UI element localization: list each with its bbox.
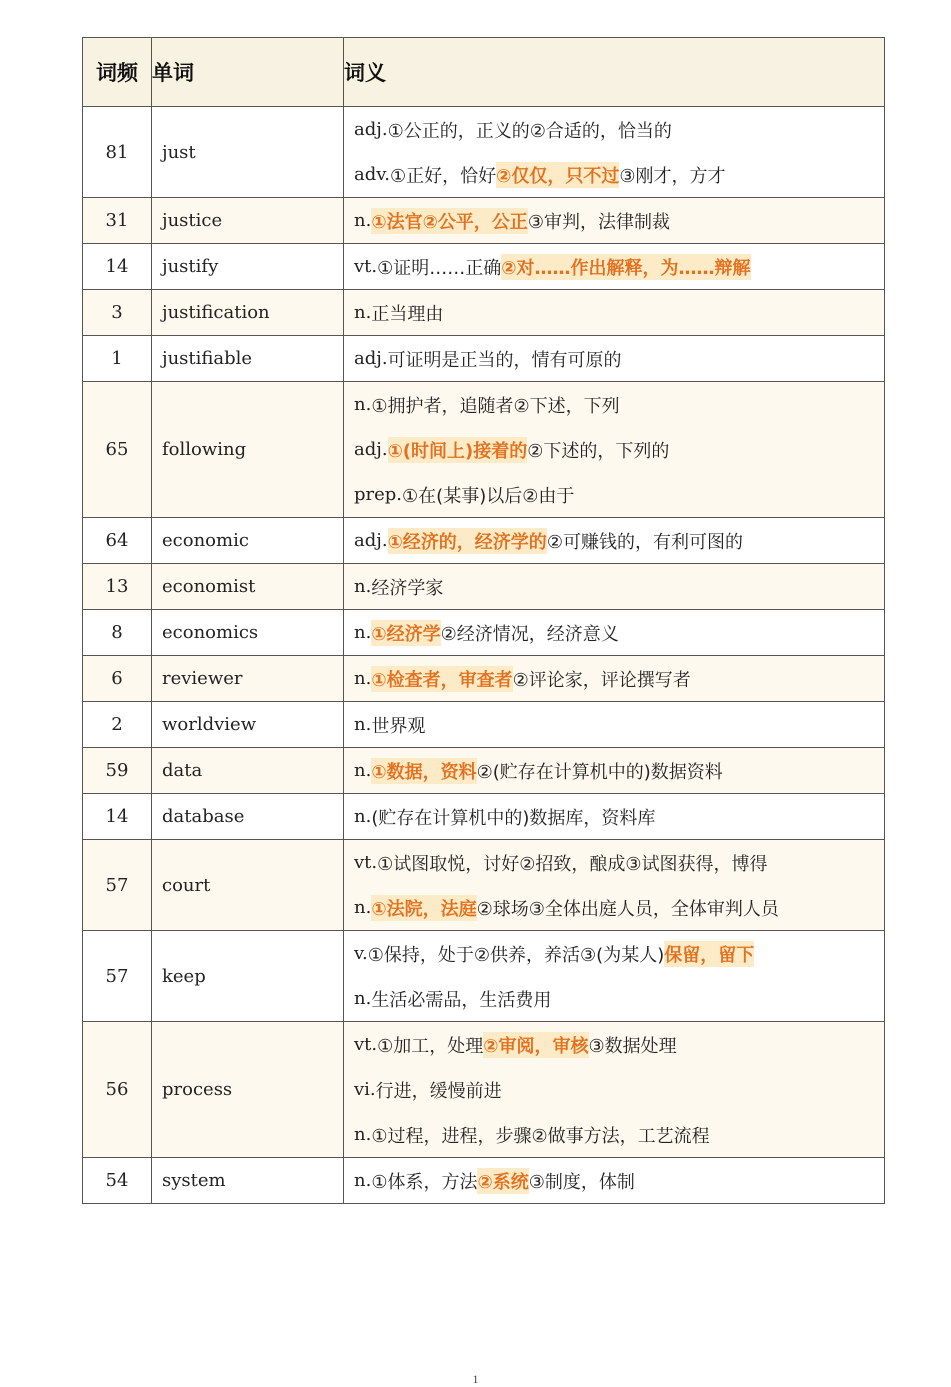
frequency-cell: 6	[83, 656, 152, 702]
meaning-text: 行进，缓慢前进	[375, 1080, 502, 1102]
meaning-cell	[344, 382, 885, 518]
part-of-speech: n.	[354, 576, 372, 597]
frequency-cell: 1	[83, 336, 152, 382]
highlighted-meaning: ①经济学	[371, 620, 440, 646]
table-row	[83, 610, 885, 656]
part-of-speech: n.	[354, 988, 372, 1009]
highlighted-meaning: ①法官②公平，公正	[371, 208, 527, 234]
table-header-row	[83, 38, 885, 107]
highlighted-meaning: ①法院，法庭	[371, 895, 476, 921]
word-cell: following	[152, 382, 344, 518]
part-of-speech: vt.	[354, 1034, 378, 1055]
meaning-text: 经济学家	[371, 577, 444, 599]
part-of-speech: n.	[354, 1124, 372, 1145]
frequency-cell: 31	[83, 198, 152, 244]
meaning-text: 可证明是正当的，情有可原的	[387, 349, 622, 371]
part-of-speech: vt.	[354, 256, 378, 277]
meaning-line	[354, 885, 884, 930]
meaning-text: ②(贮存在计算机中的)数据资料	[476, 761, 723, 783]
meaning-cell	[344, 244, 885, 290]
meaning-text: ①证明……正确	[377, 257, 502, 279]
word-cell: keep	[152, 931, 344, 1022]
word-cell: justify	[152, 244, 344, 290]
part-of-speech: adv.	[354, 164, 391, 185]
meaning-text: ②评论家，评论撰写者	[512, 669, 691, 691]
frequency-cell: 14	[83, 794, 152, 840]
word-cell: data	[152, 748, 344, 794]
frequency-cell: 2	[83, 702, 152, 748]
frequency-cell: 57	[83, 931, 152, 1022]
word-cell: economist	[152, 564, 344, 610]
highlighted-meaning: ①检查者，审查者	[371, 666, 512, 692]
part-of-speech: n.	[354, 1170, 372, 1191]
word-cell: economic	[152, 518, 344, 564]
meaning-cell	[344, 107, 885, 198]
meaning-line	[354, 382, 884, 427]
meaning-line	[354, 518, 884, 563]
meaning-text: ②球场③全体出庭人员，全体审判人员	[476, 898, 779, 920]
meaning-cell	[344, 610, 885, 656]
meaning-cell	[344, 1022, 885, 1158]
table-row	[83, 336, 885, 382]
frequency-cell: 57	[83, 840, 152, 931]
frequency-cell: 59	[83, 748, 152, 794]
meaning-line	[354, 976, 884, 1021]
word-cell: database	[152, 794, 344, 840]
meaning-line	[354, 1112, 884, 1157]
part-of-speech: n.	[354, 714, 372, 735]
word-cell: justifiable	[152, 336, 344, 382]
meaning-line	[354, 794, 884, 839]
part-of-speech: n.	[354, 622, 372, 643]
highlighted-meaning: 保留，留下	[664, 941, 754, 967]
header-meaning: 词义	[344, 38, 885, 107]
table-body	[83, 107, 885, 1204]
meaning-cell	[344, 931, 885, 1022]
frequency-cell: 8	[83, 610, 152, 656]
meaning-text: ③数据处理	[588, 1035, 677, 1057]
page-number: 1	[472, 1372, 479, 1386]
meaning-cell	[344, 656, 885, 702]
meaning-line	[354, 1022, 884, 1067]
highlighted-meaning: ①数据，资料	[371, 758, 476, 784]
part-of-speech: adj.	[354, 530, 388, 551]
table-row	[83, 794, 885, 840]
part-of-speech: adj.	[354, 439, 388, 460]
meaning-cell	[344, 748, 885, 794]
part-of-speech: adj.	[354, 119, 388, 140]
meaning-line	[354, 564, 884, 609]
highlighted-meaning: ①经济的，经济学的	[388, 528, 547, 554]
frequency-cell: 13	[83, 564, 152, 610]
meaning-text: ①加工，处理	[377, 1035, 484, 1057]
meaning-text: 正当理由	[371, 303, 444, 325]
meaning-cell	[344, 794, 885, 840]
table-row	[83, 1158, 885, 1204]
header-frequency: 词频	[83, 38, 152, 107]
meaning-line	[354, 656, 884, 701]
part-of-speech: n.	[354, 897, 372, 918]
meaning-line	[354, 748, 884, 793]
part-of-speech: n.	[354, 806, 372, 827]
meaning-cell	[344, 518, 885, 564]
word-cell: process	[152, 1022, 344, 1158]
table-row	[83, 518, 885, 564]
highlighted-meaning: ②仅仅，只不过	[496, 162, 619, 188]
meaning-line	[354, 472, 884, 517]
part-of-speech: n.	[354, 760, 372, 781]
meaning-text: ③审判，法律制裁	[527, 211, 670, 233]
header-word: 单词	[152, 38, 344, 107]
meaning-line	[354, 198, 884, 243]
meaning-line	[354, 702, 884, 747]
frequency-cell: 3	[83, 290, 152, 336]
highlighted-meaning: ②系统	[477, 1168, 528, 1194]
highlighted-meaning: ②审阅，审核	[483, 1032, 588, 1058]
meaning-cell	[344, 702, 885, 748]
table-row	[83, 748, 885, 794]
word-cell: just	[152, 107, 344, 198]
meaning-text: ③制度，体制	[528, 1171, 635, 1193]
meaning-text: 世界观	[371, 715, 426, 737]
meaning-text: ①正好，恰好	[390, 165, 497, 187]
table-row	[83, 244, 885, 290]
meaning-cell	[344, 336, 885, 382]
part-of-speech: n.	[354, 668, 372, 689]
frequency-cell: 56	[83, 1022, 152, 1158]
part-of-speech: vi.	[354, 1079, 376, 1100]
word-cell: system	[152, 1158, 344, 1204]
meaning-text: ①体系，方法	[371, 1171, 478, 1193]
table-row	[83, 198, 885, 244]
word-cell: reviewer	[152, 656, 344, 702]
frequency-cell: 14	[83, 244, 152, 290]
meaning-text: ①在(某事)以后②由于	[402, 485, 575, 507]
table-row	[83, 840, 885, 931]
meaning-line	[354, 336, 884, 381]
meaning-cell	[344, 840, 885, 931]
meaning-text: ①试图取悦，讨好②招致，酿成③试图获得，博得	[377, 853, 768, 875]
word-cell: justice	[152, 198, 344, 244]
part-of-speech: n.	[354, 210, 372, 231]
table-row	[83, 931, 885, 1022]
meaning-line	[354, 931, 884, 976]
frequency-cell: 54	[83, 1158, 152, 1204]
highlighted-meaning: ①(时间上)接着的	[388, 437, 528, 463]
meaning-line	[354, 107, 884, 152]
meaning-line	[354, 610, 884, 655]
meaning-text: ②下述的，下列的	[527, 440, 670, 462]
highlighted-meaning: ②对……作出解释，为……辩解	[501, 254, 750, 280]
meaning-text: ②可赚钱的，有利可图的	[546, 531, 743, 553]
meaning-line	[354, 290, 884, 335]
word-cell: justification	[152, 290, 344, 336]
meaning-cell	[344, 290, 885, 336]
meaning-line	[354, 1158, 884, 1203]
table-row	[83, 702, 885, 748]
meaning-line	[354, 244, 884, 289]
meaning-cell	[344, 198, 885, 244]
part-of-speech: v.	[354, 943, 368, 964]
word-cell: economics	[152, 610, 344, 656]
meaning-text: ②经济情况，经济意义	[440, 623, 619, 645]
meaning-cell	[344, 564, 885, 610]
meaning-text: ①拥护者，追随者②下述，下列	[371, 395, 620, 417]
meaning-text: ③刚才，方才	[619, 165, 726, 187]
meaning-text: 生活必需品，生活费用	[371, 989, 552, 1011]
meaning-line	[354, 427, 884, 472]
table-row	[83, 382, 885, 518]
part-of-speech: vt.	[354, 852, 378, 873]
meaning-cell	[344, 1158, 885, 1204]
meaning-text: (贮存在计算机中的)数据库，资料库	[371, 807, 656, 829]
frequency-cell: 65	[83, 382, 152, 518]
part-of-speech: adj.	[354, 348, 388, 369]
meaning-text: ①公正的，正义的②合适的，恰当的	[387, 120, 672, 142]
vocab-table	[82, 37, 885, 1204]
meaning-line	[354, 840, 884, 885]
table-row	[83, 1022, 885, 1158]
part-of-speech: prep.	[354, 484, 403, 505]
frequency-cell: 81	[83, 107, 152, 198]
word-cell: worldview	[152, 702, 344, 748]
meaning-text: ①过程，进程，步骤②做事方法，工艺流程	[371, 1125, 710, 1147]
part-of-speech: n.	[354, 302, 372, 323]
meaning-text: ①保持，处于②供养，养活③(为某人)	[367, 944, 665, 966]
word-cell: court	[152, 840, 344, 931]
meaning-line	[354, 152, 884, 197]
part-of-speech: n.	[354, 394, 372, 415]
table-row	[83, 564, 885, 610]
frequency-cell: 64	[83, 518, 152, 564]
table-row	[83, 107, 885, 198]
meaning-line	[354, 1067, 884, 1112]
table-row	[83, 656, 885, 702]
table-row	[83, 290, 885, 336]
